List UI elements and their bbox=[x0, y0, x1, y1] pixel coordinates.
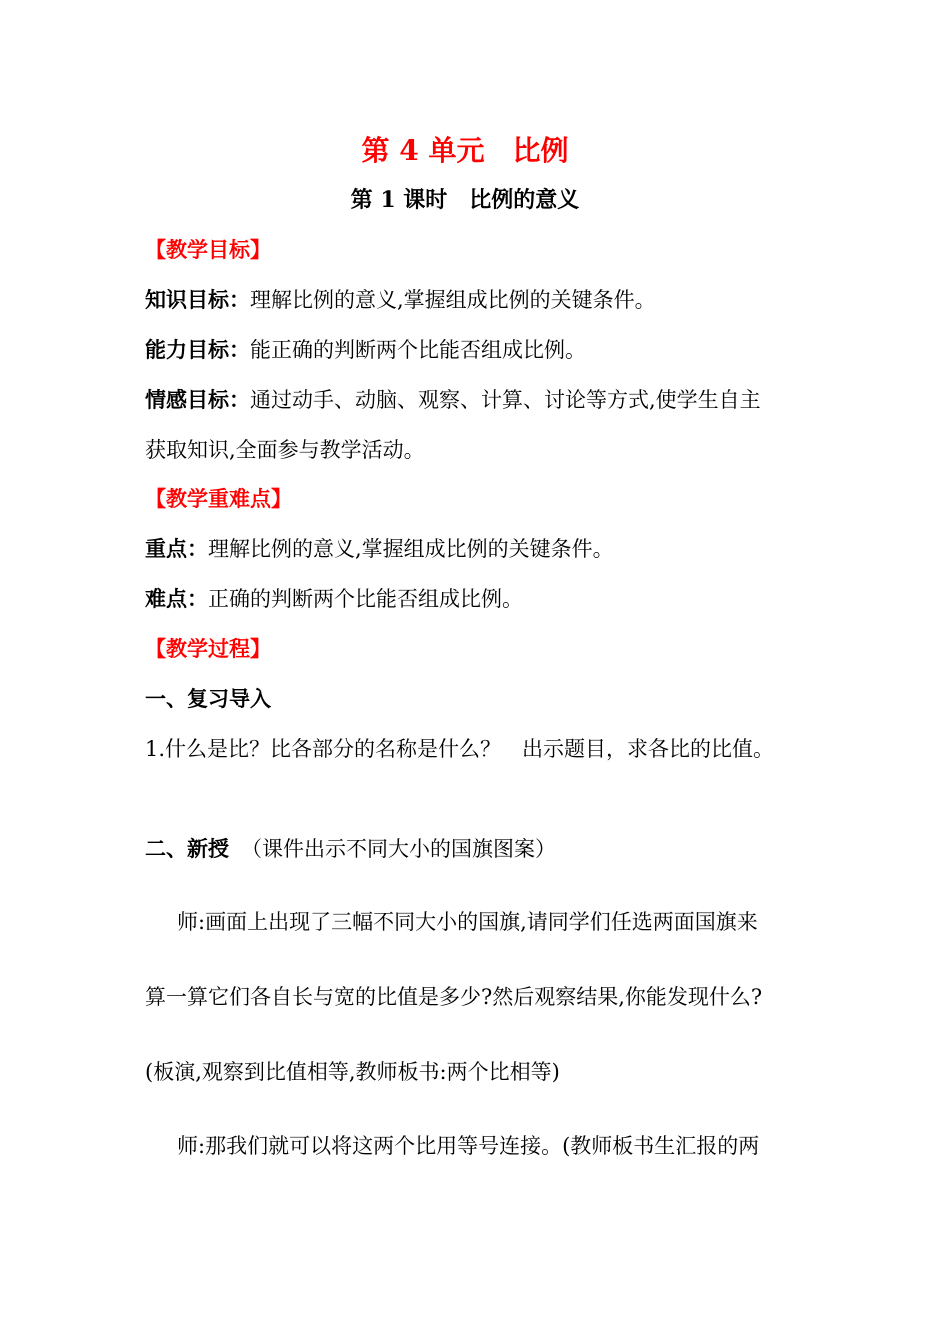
knowledge-goal bbox=[145, 286, 656, 314]
goals-heading: 【教学目标】 bbox=[145, 237, 271, 262]
key-points-heading: 【教学重难点】 bbox=[145, 486, 292, 511]
difficult-point-label: 难点： bbox=[145, 586, 208, 611]
part1-item: 1.什么是比？比各部分的名称是什么？ 出示题目，求各比的比值。 bbox=[145, 737, 775, 761]
key-point bbox=[145, 535, 614, 563]
ability-goal-text: 能正确的判断两个比能否组成比例。 bbox=[250, 338, 586, 362]
key-point-label: 重点： bbox=[145, 536, 208, 561]
para1-line1: 师:画面上出现了三幅不同大小的国旗,请同学们任选两面国旗来 bbox=[177, 910, 758, 934]
emotion-goal bbox=[145, 386, 761, 414]
part1-title: 一、复习导入 bbox=[145, 686, 271, 711]
unit-title: 第 4 单元 比例 bbox=[361, 134, 569, 167]
ability-goal bbox=[145, 336, 586, 364]
ability-goal-label: 能力目标： bbox=[145, 337, 250, 362]
lesson-title: 第 1 课时 比例的意义 bbox=[350, 187, 580, 213]
emotion-goal-label: 情感目标： bbox=[145, 387, 250, 412]
key-point-text: 理解比例的意义,掌握组成比例的关键条件。 bbox=[208, 537, 614, 561]
part2-note: （课件出示不同大小的国旗图案） bbox=[241, 837, 556, 861]
emotion-goal-text-1: 通过动手、动脑、观察、计算、讨论等方式,使学生自主 bbox=[250, 388, 761, 412]
part2-title: 二、新授 bbox=[145, 836, 229, 861]
para2-line1: 师:那我们就可以将这两个比用等号连接。(教师板书生汇报的两 bbox=[177, 1134, 760, 1158]
difficult-point-text: 正确的判断两个比能否组成比例。 bbox=[208, 587, 523, 611]
knowledge-goal-text: 理解比例的意义,掌握组成比例的关键条件。 bbox=[250, 288, 656, 312]
part2-title-line bbox=[145, 835, 556, 863]
knowledge-goal-label: 知识目标： bbox=[145, 287, 250, 312]
emotion-goal-text-2: 获取知识,全面参与教学活动。 bbox=[145, 438, 425, 462]
para1-line2: 算一算它们各自长与宽的比值是多少?然后观察结果,你能发现什么? bbox=[145, 985, 763, 1009]
process-heading: 【教学过程】 bbox=[145, 636, 271, 661]
difficult-point bbox=[145, 585, 523, 613]
para1-line3: (板演,观察到比值相等,教师板书:两个比相等) bbox=[145, 1060, 560, 1084]
